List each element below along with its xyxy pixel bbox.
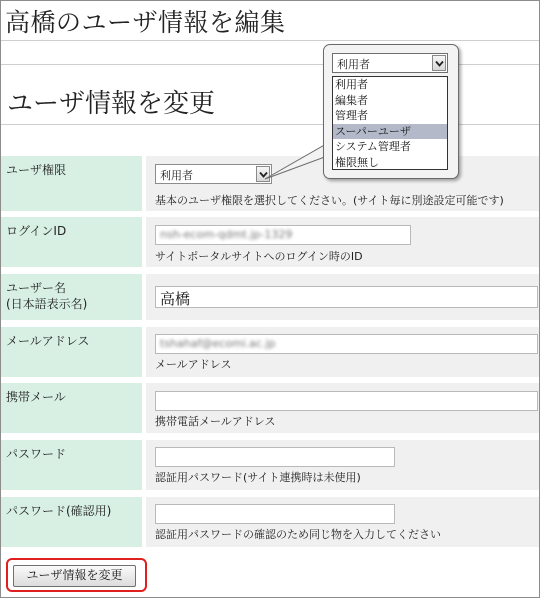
password-confirm-hint: 認証用パスワードの確認のため同じ物を入力してください [155, 528, 441, 541]
user-name-row [1, 274, 539, 320]
user-name-value: 高橋 [160, 290, 191, 308]
dropdown-options-list [332, 76, 448, 170]
role-select[interactable] [155, 164, 272, 184]
login-id-hint: サイトポータルサイトへのログイン時のID [155, 250, 363, 263]
option-superuser[interactable]: スーパーユーザ [333, 124, 447, 140]
email-input[interactable] [155, 334, 538, 354]
user-name-label-line2: (日本語表示名) [6, 297, 88, 311]
password-row [1, 440, 539, 490]
login-id-row [1, 217, 539, 267]
title-divider [1, 40, 539, 41]
option-admin[interactable]: 管理者 [335, 109, 368, 122]
submit-highlight [6, 558, 147, 592]
user-name-label-line1: ユーザー名 [6, 281, 67, 295]
login-id-input[interactable] [155, 225, 411, 245]
dropdown-callout [323, 44, 459, 179]
email-label: メールアドレス [1, 327, 142, 377]
submit-button[interactable]: ユーザ情報を変更 [13, 565, 136, 587]
email-value: tshahaf@ecomi.ac.jp [160, 337, 276, 350]
mobile-email-field [146, 383, 539, 433]
role-hint: 基本のユーザ権限を選択してください。(サイト毎に別途設定可能です) [155, 194, 504, 207]
option-editor[interactable]: 編集者 [335, 93, 368, 107]
password-label: パスワード [1, 440, 142, 490]
password-input[interactable] [155, 447, 395, 467]
option-system-admin[interactable]: システム管理者 [335, 140, 411, 153]
password-hint: 認証用パスワード(サイト連携時は未使用) [155, 471, 361, 484]
password-confirm-label: パスワード(確認用) [1, 497, 142, 547]
mobile-email-hint: 携帯電話メールアドレス [155, 415, 276, 428]
option-user[interactable]: 利用者 [335, 78, 368, 91]
email-hint: メールアドレス [155, 358, 232, 371]
login-id-label: ログインID [1, 217, 142, 267]
user-name-field [146, 274, 539, 320]
mobile-email-label: 携帯メール [1, 383, 142, 433]
chevron-down-icon[interactable] [432, 55, 446, 71]
role-select-value: 利用者 [160, 169, 193, 182]
password-confirm-field [146, 497, 539, 547]
password-confirm-row [1, 497, 539, 547]
mobile-email-row [1, 383, 539, 433]
user-name-label [1, 274, 142, 320]
email-row [1, 327, 539, 377]
option-no-permission[interactable]: 権限無し [335, 155, 379, 169]
login-id-field [146, 217, 539, 267]
section-title: ユーザ情報を変更 [7, 89, 216, 119]
login-id-value: nsh-ecom-qdmt.jp-1329 [160, 228, 293, 241]
password-confirm-input[interactable] [155, 504, 395, 524]
password-field [146, 440, 539, 490]
mobile-email-input[interactable] [155, 391, 538, 411]
callout-select-value: 利用者 [337, 58, 370, 71]
email-field [146, 327, 539, 377]
user-name-input[interactable] [155, 286, 538, 308]
role-label: ユーザ権限 [1, 156, 142, 211]
callout-select[interactable] [332, 53, 448, 73]
page-title: 高橋のユーザ情報を編集 [5, 8, 286, 37]
